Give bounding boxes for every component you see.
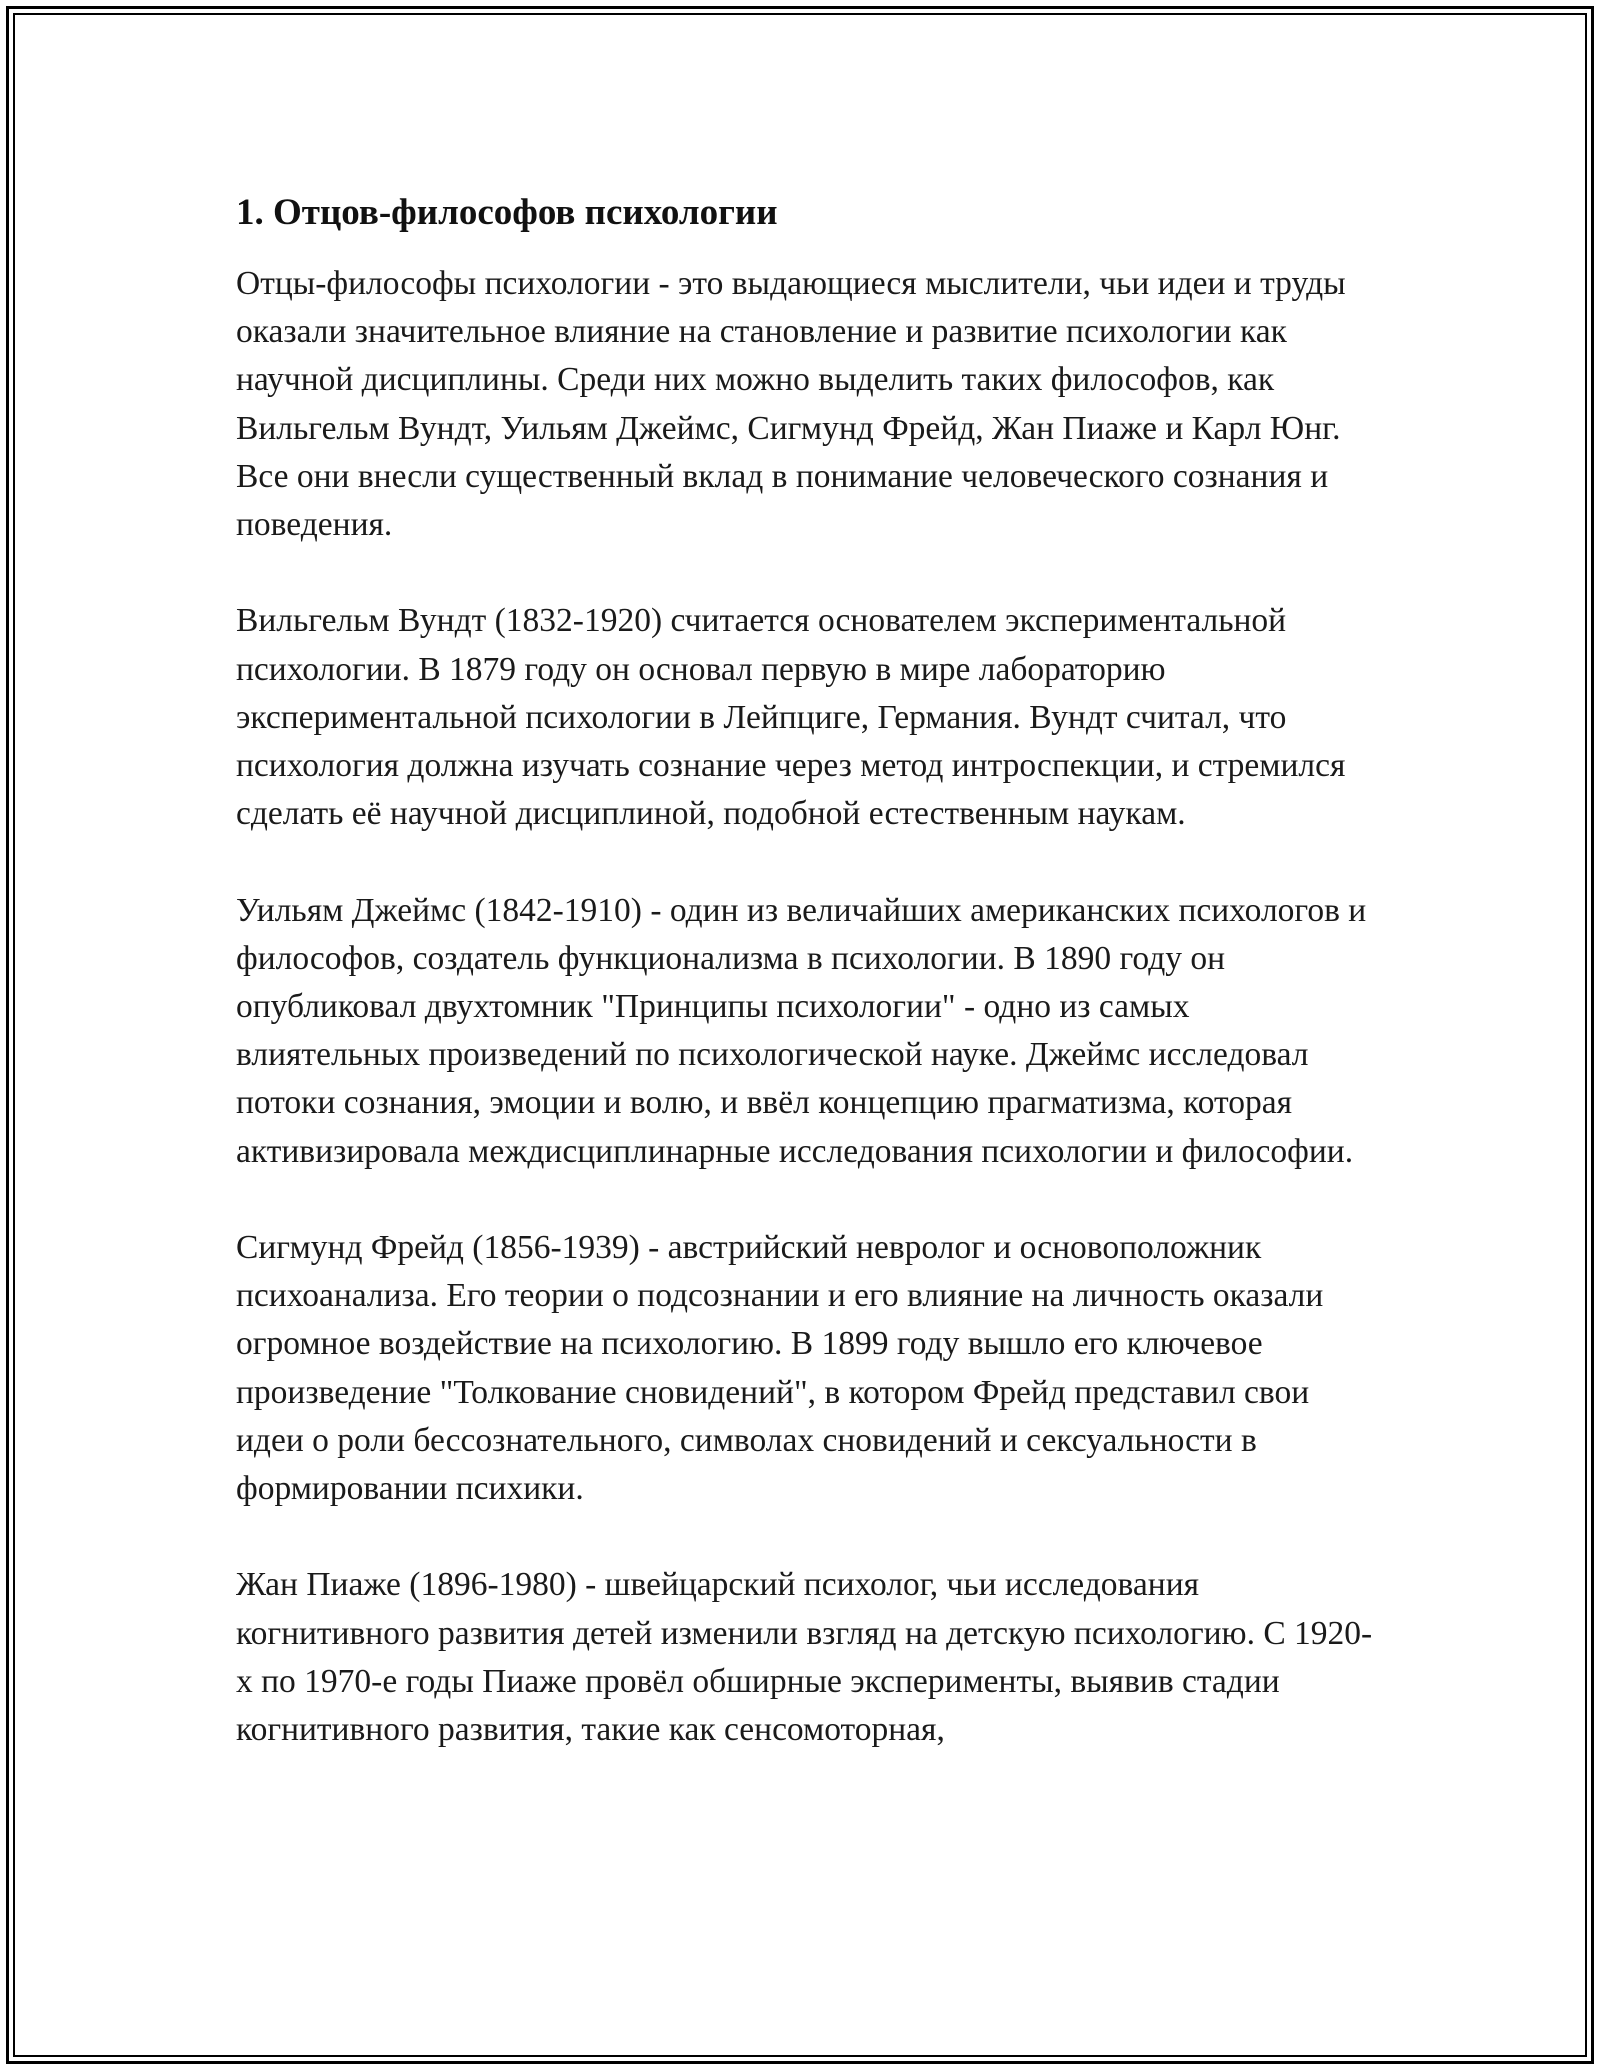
paragraph-piaget: Жан Пиаже (1896-1980) - швейцарский психолог, чьи исследования когнитивного развития детей изменили взгляд на детскую психологию. С 1920-х по 1970-е годы Пиаже провёл обширные эксперименты, выявив стадии когнитивного развития, такие как сенсомоторная, xyxy=(236,1566,1373,1749)
paragraph-intro: Отцы-философы психологии - это выдающиеся мыслители, чьи идеи и труды оказали значительное влияние на становление и развитие психологии как научной дисциплины. Среди них можно выделить таких философов, как Вильгельм Вундт, Уильям Джеймс, Сигмунд Фрейд, Жан Пиаже и Карл Юнг. Все они внесли существенный вклад в понимание человеческого сознания и поведения. xyxy=(236,265,1346,544)
paragraph-james: Уильям Джеймс (1842-1910) - один из величайших американских психологов и философов, создатель функционализма в психологии. В 1890 году он опубликовал двухтомник "Принципы психологии" - одно из самых влиятельных произведений по психологической науке. Джеймс исследовал потоки сознания, эмоции и волю, и ввёл концепцию прагматизма, которая активизировала междисциплинарные исследования психологии и философии. xyxy=(236,891,1367,1170)
paragraph-wundt: Вильгельм Вундт (1832-1920) считается основателем экспериментальной психологии. В 1879 году он основал первую в мире лабораторию экспериментальной психологии в Лейпциге, Германия. Вундт считал, что психология должна изучать сознание через метод интроспекции, и стремился сделать её научной дисциплиной, подобной естественным наукам. xyxy=(236,602,1346,833)
document-body xyxy=(236,188,1376,1754)
paragraph-freud: Сигмунд Фрейд (1856-1939) - австрийский невролог и основоположник психоанализа. Его теории о подсознании и его влияние на личность оказали огромное воздействие на психологию. В 1899 году вышло его ключевое произведение "Толкование сновидений", в котором Фрейд представил свои идеи о роли бессознательного, символах сновидений и сексуальности в формировании психики. xyxy=(236,1229,1324,1508)
section-heading: 1. Отцов-философов психологии xyxy=(236,192,778,233)
